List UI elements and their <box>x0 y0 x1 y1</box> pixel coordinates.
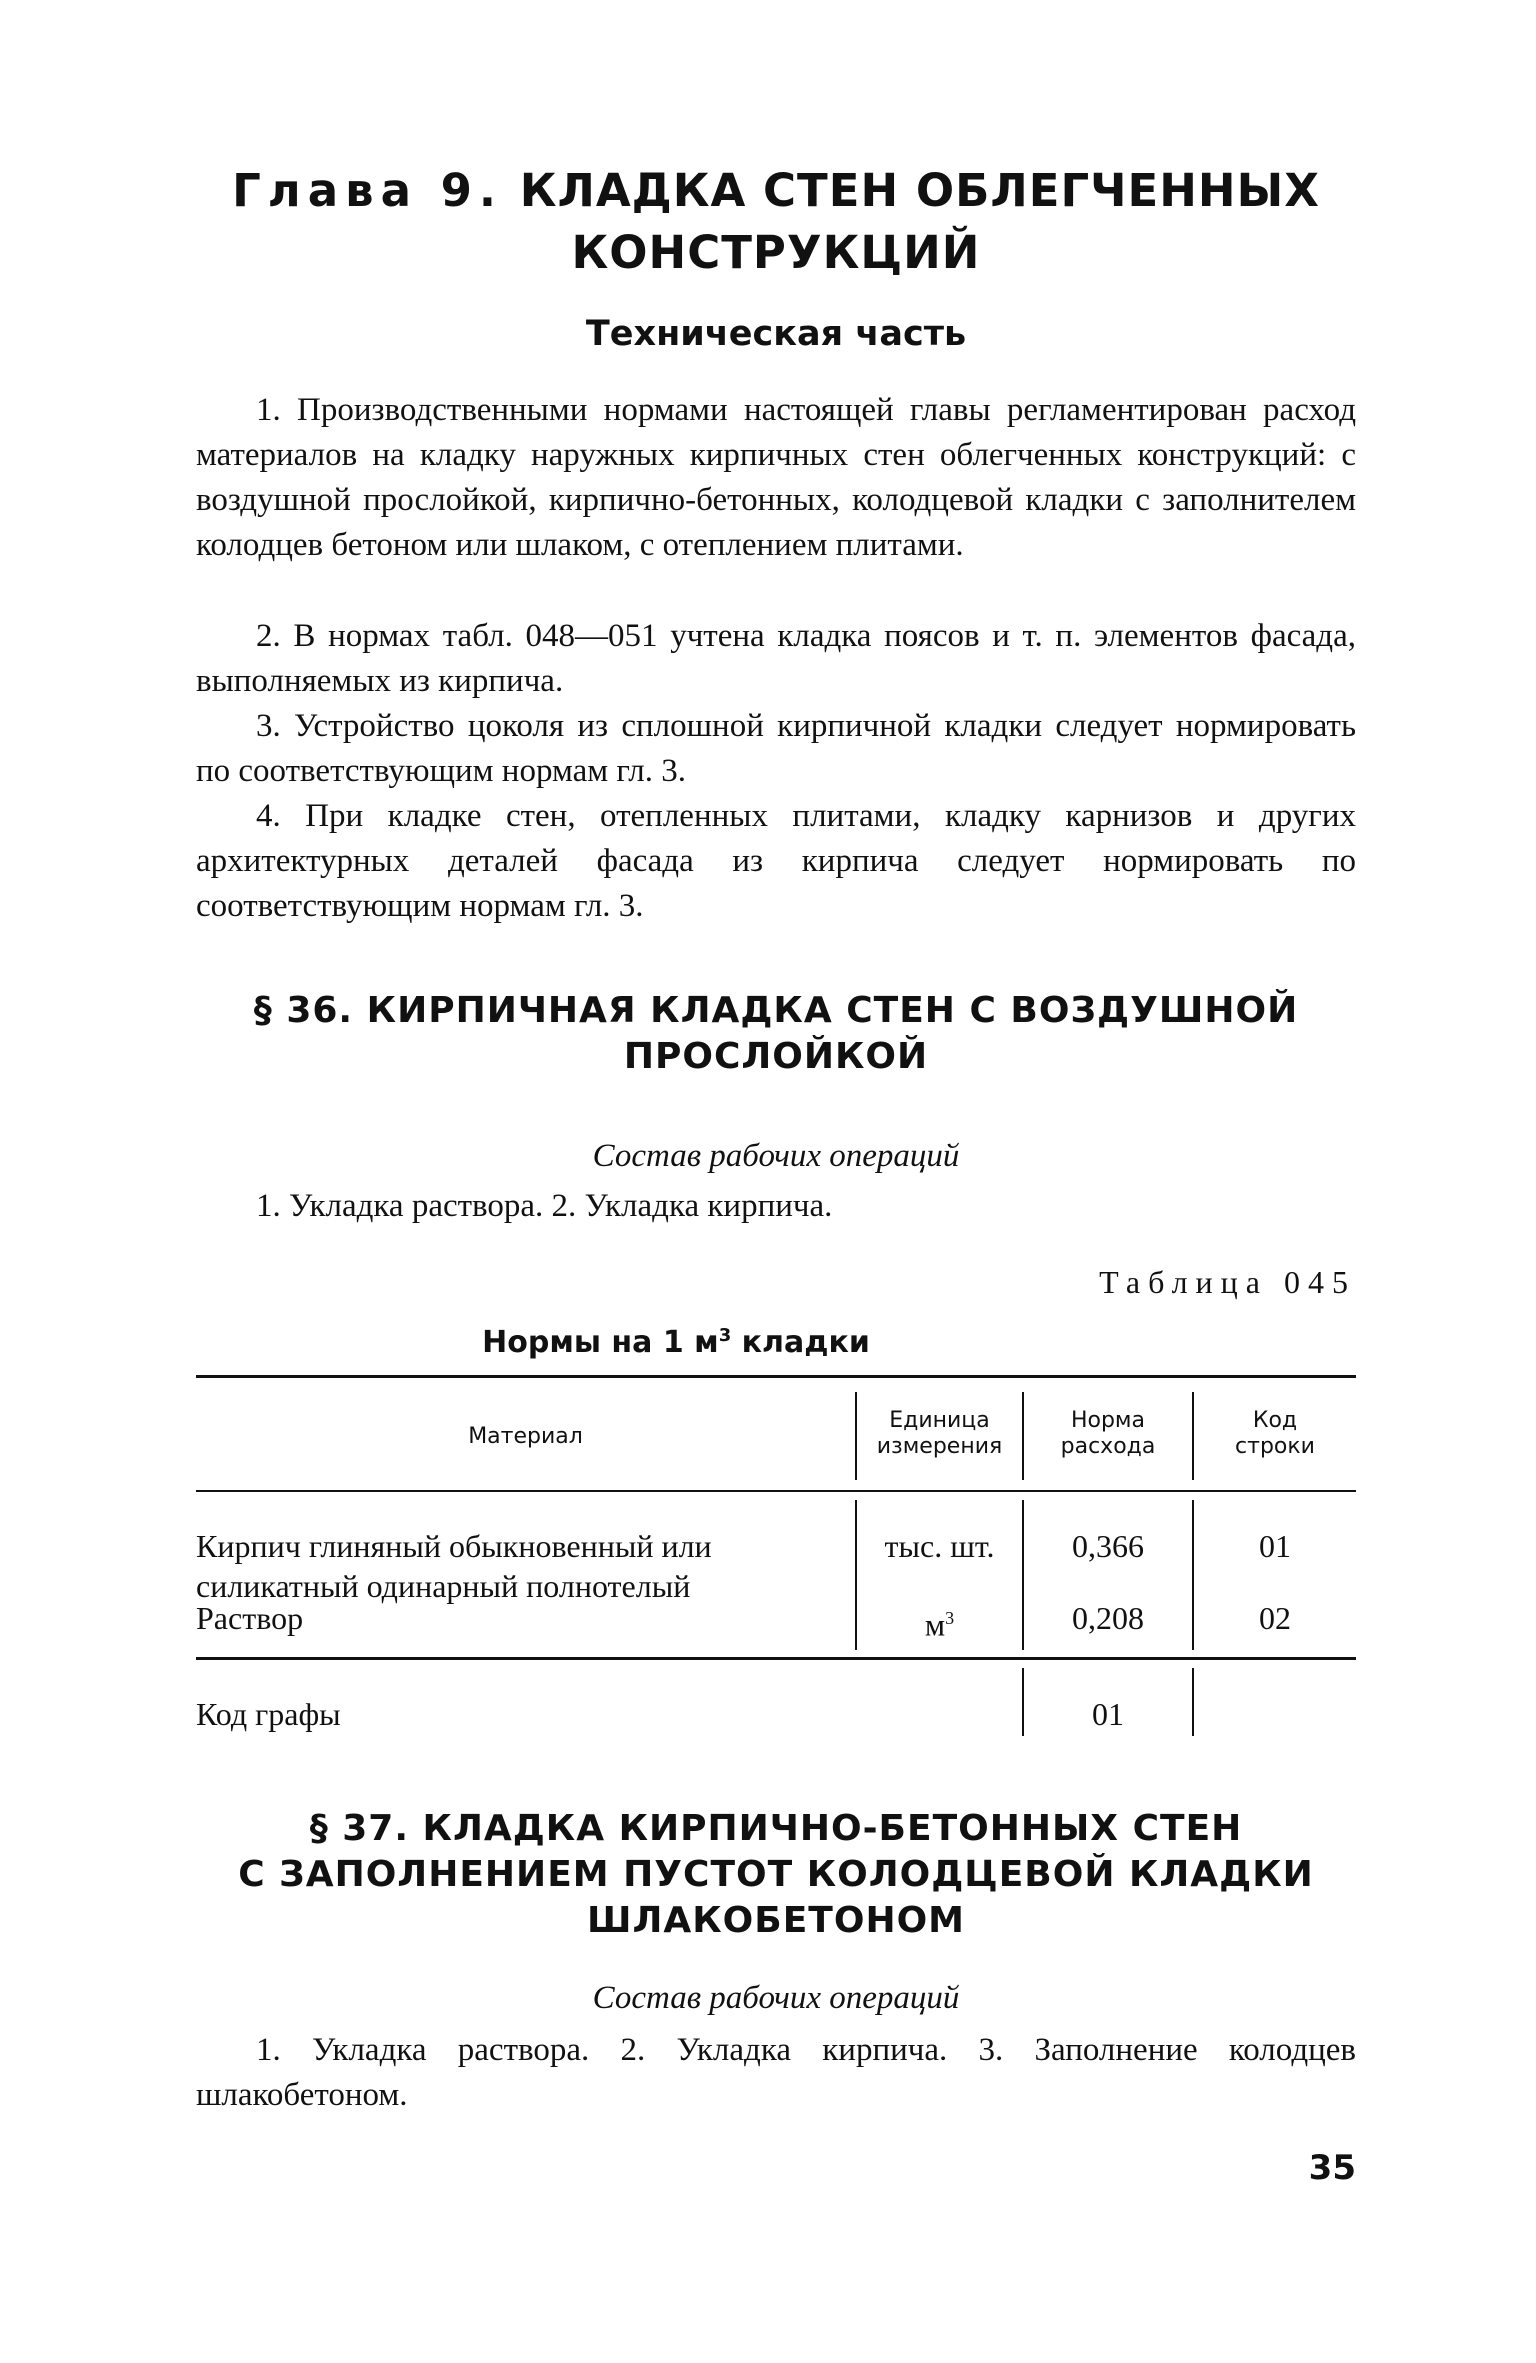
section-37-title <box>196 1806 1356 1944</box>
table-bottom-rule <box>196 1657 1356 1660</box>
header-norm-line1: Норма <box>1070 1408 1146 1433</box>
header-norm <box>1024 1408 1192 1460</box>
page-number: 35 <box>1308 2148 1356 2188</box>
paragraph-2: 2. В нормах табл. 048—051 учтена кладка поясов и т. п. элементов фасада, выполняемых из кирпича. <box>196 618 1356 699</box>
table-row-1-material-line1: Кирпич глиняный обыкновенный или <box>196 1528 712 1564</box>
table-row-2-material: Раствор <box>196 1600 304 1636</box>
table-footer-code: 01 <box>1092 1696 1124 1732</box>
header-code <box>1194 1408 1356 1460</box>
section-37-title-line1: § 37. КЛАДКА КИРПИЧНО-БЕТОННЫХ СТЕН <box>309 1808 1243 1849</box>
subsection-title: Техническая часть <box>585 314 967 354</box>
section-37-ops-heading: Состав рабочих операций <box>592 1980 960 2016</box>
header-code-line1: Код <box>1252 1408 1298 1433</box>
chapter-title-text: КЛАДКА СТЕН ОБЛЕГЧЕННЫХ <box>519 164 1320 217</box>
header-unit-line2: измерения <box>876 1434 1003 1459</box>
header-unit <box>857 1408 1022 1460</box>
paragraph-3: 3. Устройство цоколя из сплошной кирпичной кладки следует нормировать по соответствующим нормам гл. 3. <box>196 708 1356 789</box>
section-36-ops-heading: Состав рабочих операций <box>592 1138 960 1174</box>
section-36-title-line2: ПРОСЛОЙКОЙ <box>623 1036 929 1077</box>
section-36-title-line1: § 36. КИРПИЧНАЯ КЛАДКА СТЕН С ВОЗДУШНОЙ <box>253 990 1299 1031</box>
table-divider <box>1192 1668 1194 1736</box>
table-row-1-code: 01 <box>1259 1528 1291 1564</box>
section-37-ops-text: 1. Укладка раствора. 2. Укладка кирпича. 3. Заполнение колодцев шлакобетоном. <box>196 2032 1356 2113</box>
header-material: Материал <box>468 1424 583 1449</box>
chapter-prefix: Глава 9. <box>232 164 504 217</box>
table-row-2-norm: 0,208 <box>1072 1600 1144 1636</box>
chapter-title <box>196 160 1356 284</box>
paragraph-4: 4. При кладке стен, отепленных плитами, кладку карнизов и других архитектурных деталей фасада из кирпича следует нормировать по соответствующим нормам гл. 3. <box>196 798 1356 924</box>
section-37-title-line3: ШЛАКОБЕТОНОМ <box>586 1900 965 1941</box>
paragraph-1: 1. Производственными нормами настоящей главы регламентирован расход материалов на кладку наружных кирпичных стен облегченных конструкций: с воздушной прослойкой, кирпично-бетонных, колодцевой кладки с заполнителем колодцев бетоном или шлаком, с отеплением плитами. <box>196 392 1356 563</box>
section-36-title <box>196 988 1356 1080</box>
table-footer-label: Код графы <box>196 1696 341 1732</box>
table-caption-prefix: Нормы на 1 м <box>482 1325 719 1360</box>
table-caption <box>196 1316 1156 1363</box>
chapter-title-line1 <box>196 160 1356 222</box>
header-unit-line1: Единица <box>889 1408 990 1433</box>
table-top-rule <box>196 1375 1356 1378</box>
header-norm-line2: расхода <box>1060 1434 1156 1459</box>
table-row-1-norm: 0,366 <box>1072 1528 1144 1564</box>
table-caption-suffix: кладки <box>731 1325 870 1360</box>
table-row-2-unit <box>857 1598 1022 1645</box>
table-caption-sup: 3 <box>718 1325 732 1346</box>
chapter-title-line2: КОНСТРУКЦИЙ <box>571 226 981 279</box>
table-row-1-unit: тыс. шт. <box>884 1528 995 1564</box>
table-header-rule <box>196 1490 1356 1492</box>
section-37-title-line2: С ЗАПОЛНЕНИЕМ ПУСТОТ КОЛОДЦЕВОЙ КЛАДКИ <box>238 1854 1314 1895</box>
section-36-ops-text: 1. Укладка раствора. 2. Укладка кирпича. <box>256 1188 833 1224</box>
header-code-line2: строки <box>1235 1434 1315 1459</box>
table-row-2-code: 02 <box>1259 1600 1291 1636</box>
table-label: Таблица 045 <box>1099 1264 1356 1300</box>
table-row-1-material-line2: силикатный одинарный полнотелый <box>196 1568 691 1604</box>
table-row-2-unit-sup: 3 <box>945 1608 955 1628</box>
table-row-1-material <box>196 1526 846 1606</box>
table-row-2-unit-base: м <box>924 1606 946 1643</box>
